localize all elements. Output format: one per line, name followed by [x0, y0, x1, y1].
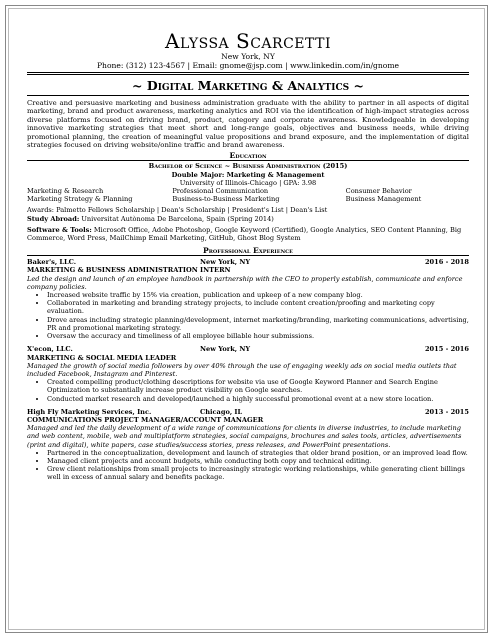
header-rule: [27, 72, 469, 73]
education-heading: Education: [229, 151, 267, 161]
job-description: Managed and led the daily development of a wide range of communications for clients in diverse industries, to include marketing and web content, mobile, web and multiplatform strategies, social campaigns, brochures and sales tools, articles, advertisements (print and digital), white papers, case studies/success stories, press releases, and PowerPoint presentations.: [27, 424, 462, 449]
job-company: Baker's, LLC.: [27, 258, 77, 267]
list-item: • Conducted market research and developed/launched a highly successful promotional event at a new store location.: [47, 395, 469, 403]
job-dates: 2016 - 2018: [424, 258, 469, 267]
job-header: [27, 258, 469, 266]
study-abroad-label: Study Abroad:: [27, 214, 80, 223]
awards: Awards: Palmetto Fellows Scholarship | Dean's Scholarship | President's List | Dean's List: [27, 206, 328, 215]
course: Business Management: [345, 195, 422, 204]
job-description: Managed the growth of social media followers by over 40% through the use of engaging weekly ads on social media outlets that included Facebook, Instagram and Pinterest.: [27, 361, 457, 378]
software-text: Microsoft Office, Adobe Photoshop, Google Keyword (Certified), Google Analytics, SEO Content Planning, Big Commerce, Word Press, MailChimp Email Marketing, GitHub, Ghost Blog System: [27, 225, 462, 243]
list-item: • Created compelling product/clothing descriptions for website via use of Google Keyword Planner and Search Engine Optimization to substantially increase product visibility on Google searches.: [47, 378, 469, 394]
job-header: [27, 345, 469, 353]
job-dates: 2015 - 2016: [424, 345, 469, 354]
list-item: • Collaborated in marketing and branding strategy projects, to include content creation/proofing and marketing copy evaluation.: [47, 299, 469, 315]
job-dates: 2013 - 2015: [424, 407, 469, 416]
software-label: Software & Tools:: [27, 225, 92, 234]
location: New York, NY: [221, 52, 275, 61]
job-company: X'econ, LLC.: [27, 345, 73, 354]
candidate-name: Alyssa Scarcetti: [165, 29, 331, 53]
list-item: • Partnered in the conceptualization, development and launch of strategies that older brand position, or an improved lead flow.: [47, 449, 469, 457]
headline: ~ Digital Marketing & Analytics ~: [132, 78, 364, 93]
school: University of Illinois-Chicago | GPA: 3.98: [179, 178, 317, 187]
resume-page: [27, 30, 469, 482]
job-location: New York, NY: [200, 258, 251, 267]
job-title: MARKETING & BUSINESS ADMINISTRATION INTERN: [27, 266, 231, 275]
job-bullets: [27, 449, 469, 482]
list-item: • Oversaw the accuracy and timeliness of all employee billable hour submissions.: [47, 332, 469, 340]
education-rule: [27, 160, 469, 161]
software-tools: [27, 226, 469, 242]
summary: Creative and persuasive marketing and business administration graduate with the ability to partner in all aspects of digital marketing, brand and product awareness, marketing analytics and ROI via the identification of high-impact strategies across diverse platforms focused on driving brand, product, category and corporate awareness. Knowledgeable in developing innovative marketing strategies that meet short and long-range goals, objectives and business needs, while driving promotional planning, the creation of meaningful value propositions and brand exposure, and the implementation of digital strategies focused on driving website/online traffic and brand awareness.: [27, 99, 469, 150]
job-location: New York, NY: [200, 345, 251, 354]
list-item: • Drove areas including strategic planning/development, internet marketing/branding, marketing communications, advertising, PR and promotional marketing strategy.: [47, 316, 469, 332]
list-item: • Increased website traffic by 15% via creation, publication and upkeep of a new company blog.: [47, 291, 469, 299]
job-title: COMMUNICATIONS PROJECT MANAGER/ACCOUNT MANAGER: [27, 415, 264, 424]
degree: Bachelor of Science ~ Business Administration (2015): [148, 162, 348, 171]
course: Business-to-Business Marketing: [172, 195, 280, 204]
study-abroad-text: Universitat Autònoma De Barcelona, Spain (Spring 2014): [79, 214, 274, 223]
list-item: • Managed client projects and account budgets, while conducting both copy and technical editing.: [47, 457, 469, 465]
course: Marketing Strategy & Planning: [27, 195, 133, 204]
job-bullets: [27, 378, 469, 403]
experience-heading: Professional Experience: [203, 246, 293, 256]
courses-row-2: [27, 195, 469, 203]
job-bullets: [27, 291, 469, 340]
headline-rule: [27, 95, 469, 96]
job-description: Led the design and launch of an employee handbook in partnership with the CEO to properly establish, communicate and enforce company policies.: [27, 274, 463, 291]
course: Consumer Behavior: [345, 187, 412, 196]
job-location: Chicago, IL: [200, 407, 243, 416]
job-title: MARKETING & SOCIAL MEDIA LEADER: [27, 353, 177, 362]
job-company: High Fly Marketing Services, Inc.: [27, 407, 152, 416]
study-abroad: [27, 215, 469, 223]
experience-rule: [27, 255, 469, 256]
courses-row-1: [27, 187, 469, 195]
course: Professional Communication: [172, 187, 269, 196]
list-item: • Grew client relationships from small projects to increasingly strategic working relationships, while generating client billings well in excess of annual salary and benefits package.: [47, 465, 469, 481]
major: Double Major: Marketing & Management: [171, 170, 325, 179]
contact-line: Phone: (312) 123-4567 | Email: gnome@jsp.com | www.linkedin.com/in/gnome: [96, 61, 400, 70]
job-header: [27, 408, 469, 416]
header-rule-thin: [27, 74, 469, 75]
course: Marketing & Research: [27, 187, 104, 196]
